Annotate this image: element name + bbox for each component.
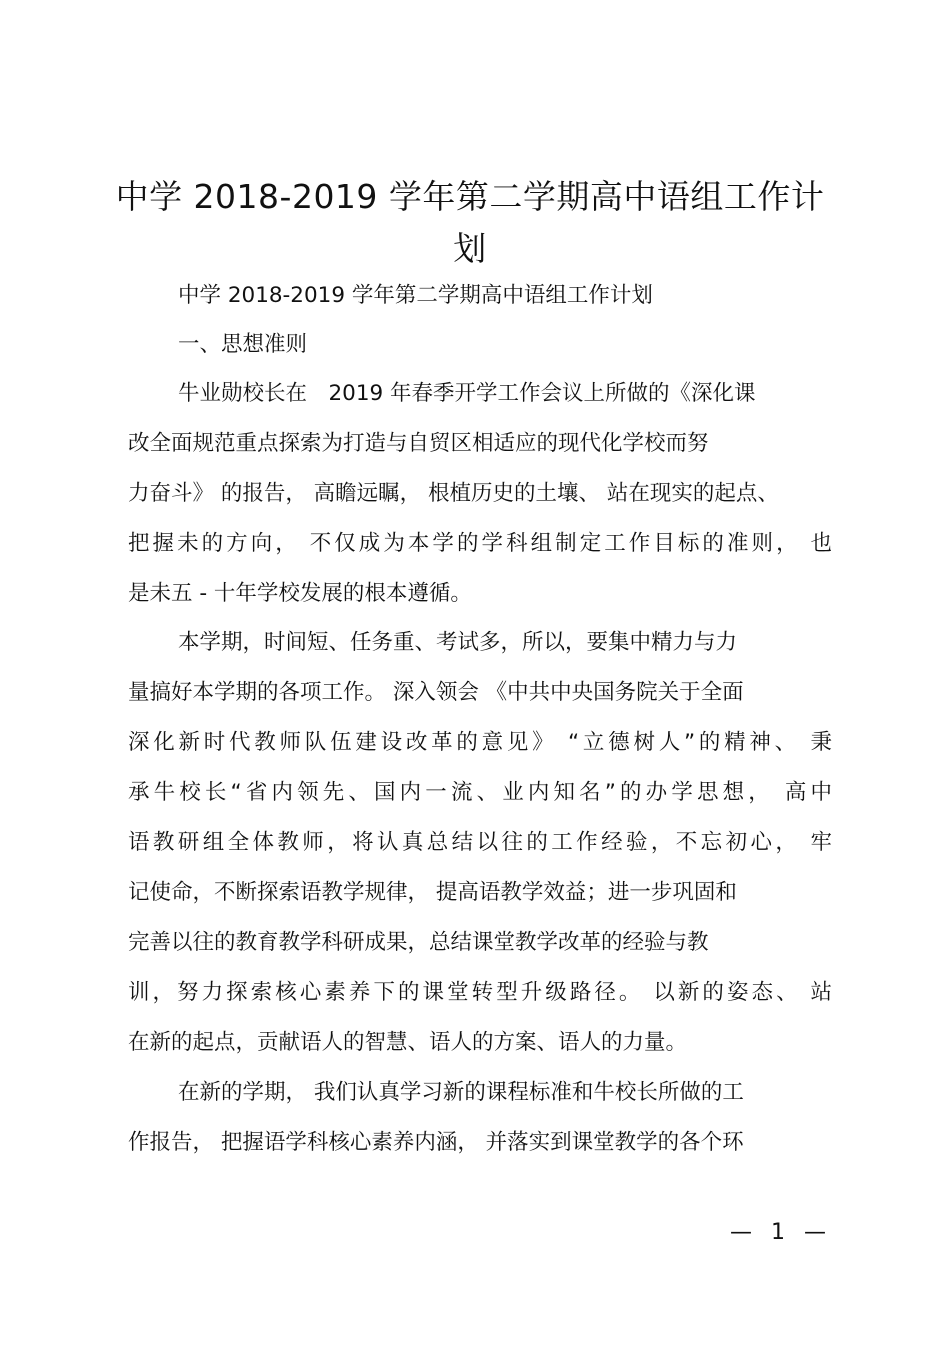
paragraph-2-line-5: 语教研组全体教师，将认真总结以往的工作经验，不忘初心， 牢 <box>128 830 832 855</box>
paragraph-2-line-2: 量搞好本学期的各项工作。 深入领会 《中共中央国务院关于全面 <box>128 680 744 705</box>
paragraph-2-line-8: 训，努力探索核心素养下的课堂转型升级路径。 以新的姿态、 站 <box>128 980 832 1005</box>
paragraph-2-line-9: 在新的起点，贡献语人的智慧、语人的方案、语人的力量。 <box>128 1030 688 1055</box>
document-title-line-2: 划 <box>453 229 487 268</box>
paragraph-1-line-4: 把握未的方向， 不仅成为本学的学科组制定工作目标的准则， 也 <box>128 531 832 556</box>
paragraph-1-line-5: 是未五 - 十年学校发展的根本遵循。 <box>128 581 472 606</box>
section-heading-1: 一、思想准则 <box>178 332 308 357</box>
paragraph-2-line-1: 本学期，时间短、任务重、考试多，所以，要集中精力与力 <box>178 630 738 655</box>
paragraph-1-line-2: 改全面规范重点探索为打造与自贸区相适应的现代化学校而努 <box>128 431 709 456</box>
paragraph-1-line-1: 牛业勋校长在 2019 年春季开学工作会议上所做的《深化课 <box>178 381 756 406</box>
paragraph-2-line-6: 记使命，不断探索语教学规律， 提高语教学效益；进一步巩固和 <box>128 880 737 905</box>
document-subtitle: 中学 2018-2019 学年第二学期高中语组工作计划 <box>178 283 653 308</box>
paragraph-2-line-3: 深化新时代教师队伍建设改革的意见》 “立德树人”的精神、 秉 <box>128 730 832 755</box>
paragraph-2-line-7: 完善以往的教育教学科研成果，总结课堂教学改革的经验与教 <box>128 930 709 955</box>
paragraph-3-line-1: 在新的学期， 我们认真学习新的课程标准和牛校长所做的工 <box>178 1080 744 1105</box>
paragraph-1-line-3: 力奋斗》 的报告， 高瞻远瞩， 根植历史的土壤、 站在现实的起点、 <box>128 481 779 506</box>
paragraph-2-line-4: 承牛校长“省内领先、国内一流、业内知名”的办学思想， 高中 <box>128 780 832 805</box>
document-title-line-1: 中学 2018-2019 学年第二学期高中语组工作计 <box>115 177 825 216</box>
page-number: — 1 — <box>730 1220 832 1245</box>
paragraph-3-line-2: 作报告， 把握语学科核心素养内涵， 并落实到课堂教学的各个环 <box>128 1130 744 1155</box>
